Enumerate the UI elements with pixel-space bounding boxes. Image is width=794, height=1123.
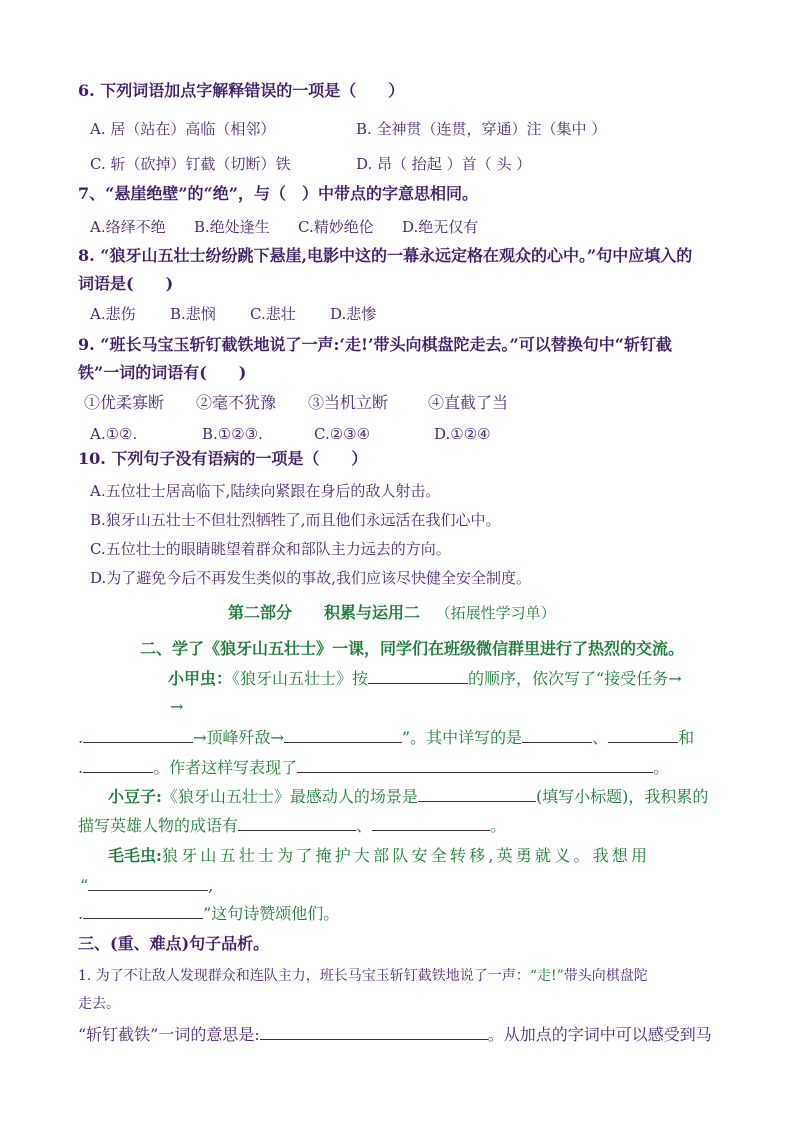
q7-option: C.精妙绝伦 bbox=[298, 218, 374, 236]
q9-options bbox=[90, 423, 491, 445]
line3-dot: . bbox=[78, 728, 84, 747]
q8-option: C.悲壮 bbox=[250, 305, 296, 323]
xdz-name: 小豆子: bbox=[108, 787, 162, 806]
q9-stem-line1: 9. “班长马宝玉斩钉截铁地说了一声:‘走!’带头向棋盘陀走去。”可以替换句中“斩钉截 bbox=[78, 335, 672, 354]
q9-option: D.①②④ bbox=[434, 425, 491, 443]
s3-sentence-line1 bbox=[78, 965, 648, 987]
q9-option: A.①②. bbox=[90, 425, 138, 443]
mmc-quote-open: “ bbox=[80, 876, 89, 895]
q9-stem-line2: 铁”一词的词语有( ) bbox=[78, 363, 247, 382]
blank-idiom1[interactable] bbox=[238, 816, 356, 831]
xdz-text1: 《狼牙山五壮士》最感动人的场景是 bbox=[161, 787, 418, 806]
q10-option-a: A.五位壮士居高临下,陆续向紧跟在身后的敌人射击。 bbox=[90, 482, 441, 500]
q7-option: D.绝无仅有 bbox=[402, 218, 479, 236]
xjc-line1 bbox=[168, 668, 682, 690]
part2-subtitle: （拓展性学习单） bbox=[435, 604, 556, 622]
xdz-text2: (填写小标题)，我积累的 bbox=[535, 787, 709, 806]
q6-option-a: A. 居（站在）高临（相邻） bbox=[90, 120, 276, 138]
q7-options bbox=[90, 216, 478, 238]
s3-sentence-quote: “走!” bbox=[529, 968, 564, 984]
s3-question-text2: 。从加点的字词中可以感受到马 bbox=[487, 1025, 712, 1044]
line4-text1: 。作者这样写表现了 bbox=[153, 758, 298, 777]
line4-text2: 。 bbox=[653, 758, 670, 777]
mmc-name: 毛毛虫: bbox=[108, 846, 162, 865]
q8-option: A.悲伤 bbox=[90, 305, 136, 323]
part2-title bbox=[228, 602, 556, 624]
xjc-line4 bbox=[78, 757, 669, 779]
blank-step4[interactable] bbox=[284, 728, 402, 743]
blank-idiom2[interactable] bbox=[372, 816, 490, 831]
q9-item: ②毫不犹豫 bbox=[196, 393, 277, 412]
blank-detail3[interactable] bbox=[83, 758, 153, 773]
q8-stem-line1: 8. “狼牙山五壮士纷纷跳下悬崖,电影中这的一幕永远定格在观众的心中。”句中应填入的 bbox=[78, 246, 693, 265]
blank-detail1[interactable] bbox=[522, 728, 592, 743]
blank-scene[interactable] bbox=[418, 787, 536, 802]
q9-items bbox=[84, 392, 508, 414]
q10-stem: 10. 下列句子没有语病的一项是（ ） bbox=[78, 449, 368, 468]
s3-sentence-part1: 1. 为了不让敌人发现群众和连队主力，班长马宝玉斩钉截铁地说了一声： bbox=[78, 968, 530, 984]
q9-item: ④直截了当 bbox=[428, 393, 509, 412]
q10-option-c: C.五位壮士的眼睛眺望着群众和部队主力远去的方向。 bbox=[90, 540, 451, 558]
q8-option: B.悲悯 bbox=[170, 305, 216, 323]
s3-sentence-part3: 带头向棋盘陀 bbox=[563, 968, 648, 984]
xjc-text2: 的顺序，依次写了“接受任务→ bbox=[468, 669, 682, 688]
line4-dot: . bbox=[78, 758, 84, 777]
mmc-line3 bbox=[78, 903, 339, 925]
part2-title-text: 第二部分 积累与运用二 bbox=[228, 603, 421, 622]
mmc-text-end: ”这句诗赞颂他们。 bbox=[203, 904, 340, 923]
q10-option-d: D.为了避免今后不再发生类似的事故,我们应该尽快健全安全制度。 bbox=[90, 569, 532, 587]
section3-heading: 三、(重、难点)句子品析。 bbox=[78, 934, 270, 953]
xdz-text4: 、 bbox=[356, 816, 373, 835]
q9-item: ③当机立断 bbox=[308, 393, 389, 412]
line3-text4: 和 bbox=[678, 728, 695, 747]
blank-meaning[interactable] bbox=[260, 1025, 488, 1040]
blank-poem2[interactable] bbox=[83, 904, 203, 919]
blank-detail2[interactable] bbox=[608, 728, 678, 743]
mmc-text1: 狼牙山五壮士为了掩护大部队安全转移,英勇就义。我想用 bbox=[161, 846, 651, 865]
q7-option: A.络绎不绝 bbox=[90, 218, 166, 236]
blank-poem1[interactable] bbox=[88, 876, 208, 891]
q7-stem: 7、“悬崖绝壁”的“绝”，与（ ）中带点的字意思相同。 bbox=[78, 184, 478, 203]
mmc-comma: , bbox=[208, 876, 214, 895]
section2-heading: 二、学了《狼牙山五壮士》一课，同学们在班级微信群里进行了热烈的交流。 bbox=[140, 639, 685, 658]
arrow-continuation: → bbox=[170, 697, 184, 716]
line3-text3: 、 bbox=[592, 728, 609, 747]
q7-option: B.绝处逢生 bbox=[194, 218, 270, 236]
blank-expression[interactable] bbox=[297, 758, 653, 773]
q9-option: B.①②③. bbox=[202, 425, 263, 443]
q8-stem-line2: 词语是( ) bbox=[78, 274, 174, 293]
xdz-line2 bbox=[78, 815, 506, 837]
q6-option-d: D. 昂（ 抬起 ）首（ 头 ） bbox=[356, 155, 532, 173]
s3-question-text1: “斩钉截铁”一词的意思是: bbox=[78, 1025, 260, 1044]
mmc-line1 bbox=[108, 845, 650, 867]
q8-option: D.悲惨 bbox=[330, 305, 377, 323]
q9-item: ①优柔寡断 bbox=[84, 393, 165, 412]
xdz-text5: 。 bbox=[490, 816, 507, 835]
line3-text2: ”。其中详写的是 bbox=[401, 728, 523, 747]
xjc-name: 小甲虫： bbox=[168, 669, 233, 688]
q9-option: C.②③④ bbox=[314, 425, 371, 443]
blank-step2[interactable] bbox=[83, 728, 193, 743]
q6-option-c: C. 斩（砍掉）钉截（切断）铁 bbox=[90, 155, 291, 173]
mmc-dot: . bbox=[78, 904, 84, 923]
xdz-text3: 描写英雄人物的成语有 bbox=[78, 816, 239, 835]
q10-option-b: B.狼牙山五壮士不但壮烈牺牲了,而且他们永远活在我们心中。 bbox=[90, 511, 501, 529]
xdz-line1 bbox=[108, 786, 708, 808]
q8-options bbox=[90, 303, 376, 325]
mmc-line2 bbox=[80, 875, 213, 897]
q6-stem: 6. 下列词语加点字解释错误的一项是（ ） bbox=[78, 81, 405, 100]
xjc-text1: 《狼牙山五壮士》按 bbox=[232, 669, 369, 688]
s3-question-line bbox=[78, 1024, 712, 1046]
line3-text1: →顶峰歼敌→ bbox=[193, 728, 284, 747]
blank-order[interactable] bbox=[368, 669, 468, 684]
xjc-line3 bbox=[78, 727, 694, 749]
q6-option-b: B. 全神贯（连贯，穿通）注（集中 ） bbox=[356, 120, 607, 138]
s3-sentence-part4: 走去。 bbox=[78, 996, 120, 1012]
